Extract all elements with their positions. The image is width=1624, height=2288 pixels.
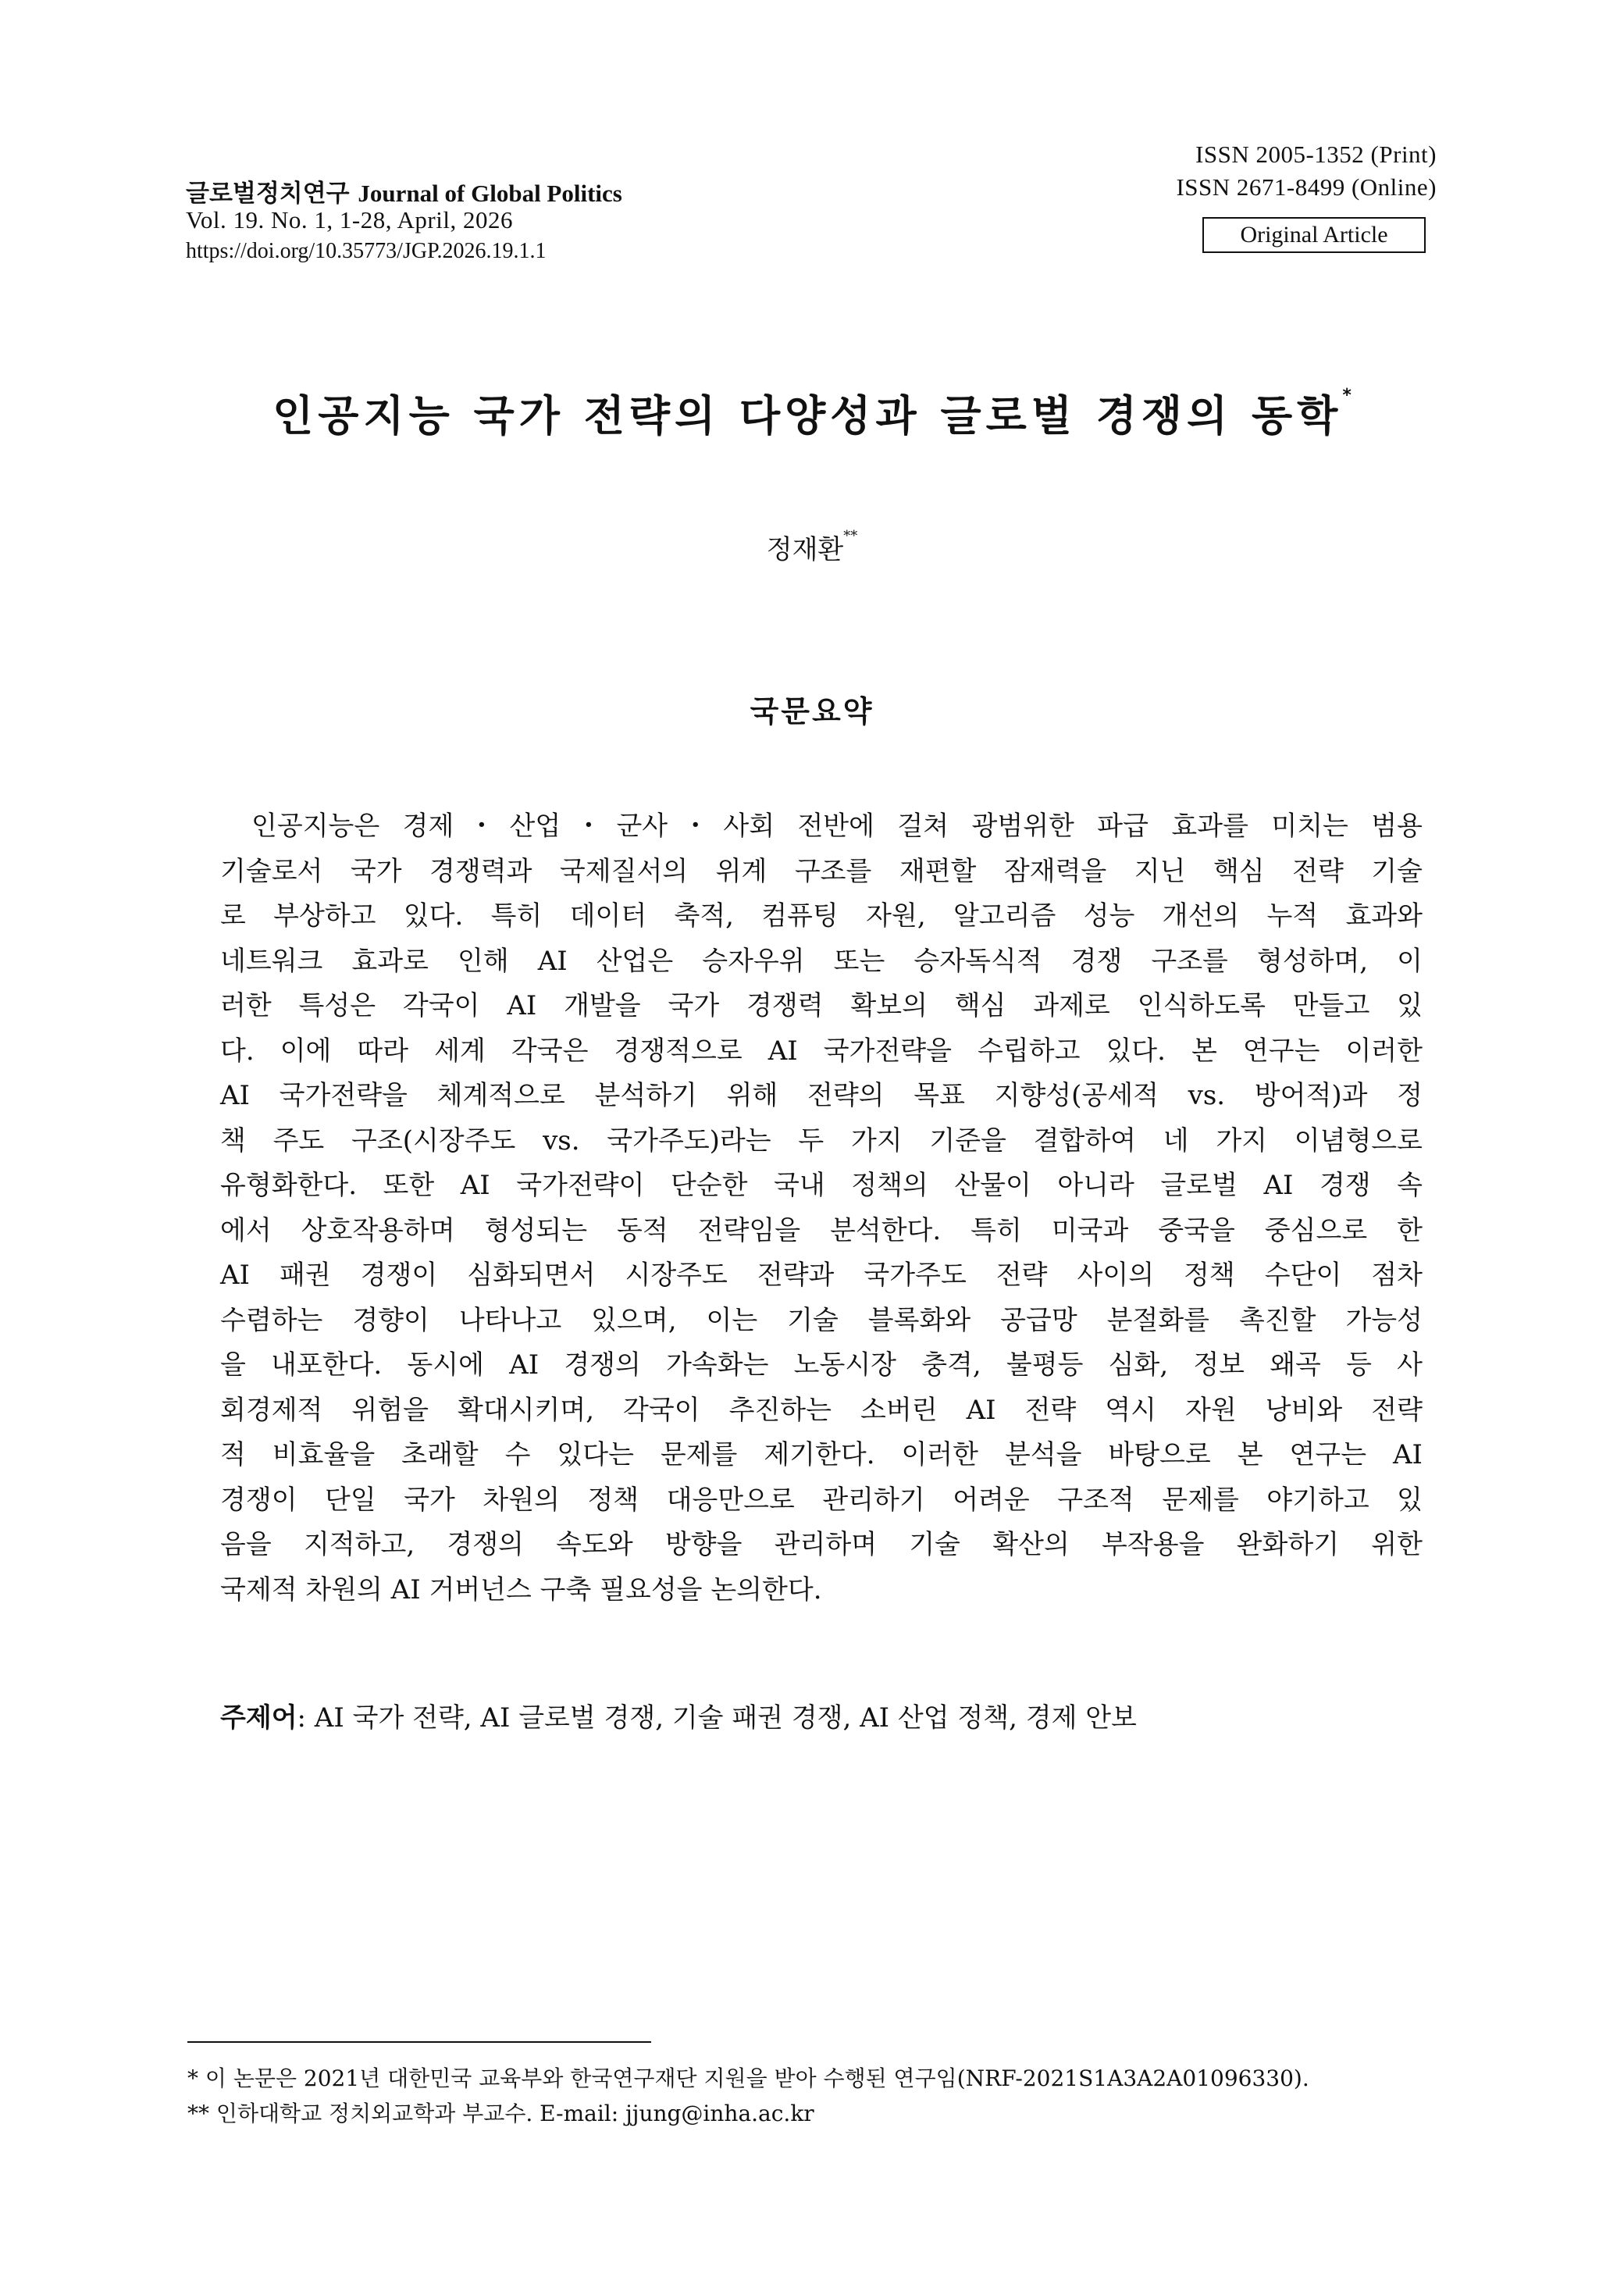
abstract-line: 네트워크 효과로 인해 AI 산업은 승자우위 또는 승자독식적 경쟁 구조를 형성하며, 이 (220, 945, 1423, 977)
abstract-line: AI 패권 경쟁이 심화되면서 시장주도 전략과 국가주도 전략 사이의 정책 수단이 점차 (220, 1260, 1423, 1291)
journal-name (186, 173, 622, 208)
journal-name-english: Journal of Global Politics (358, 180, 622, 207)
abstract-heading: 국문요약 (750, 694, 874, 729)
abstract-line: 회경제적 위험을 확대시키며, 각국이 추진하는 소버린 AI 전략 역시 자원 낭비와 전략 (220, 1394, 1423, 1426)
paper-title-text: 인공지능 국가 전략의 다양성과 글로벌 경쟁의 동학 (272, 391, 1343, 440)
abstract-line: AI 국가전략을 체계적으로 분석하기 위해 전략의 목표 지향성(공세적 vs. 방어적)과 정 (220, 1080, 1423, 1111)
title-footnote-mark: * (1342, 386, 1352, 405)
author-footnote-mark: ** (843, 528, 858, 544)
footnote-author-affiliation: ** 인하대학교 정치외교학과 부교수. E-mail: jjung@inha.ac.kr (187, 2101, 814, 2126)
abstract-line: 수렴하는 경향이 나타나고 있으며, 이는 기술 블록화와 공급망 분절화를 촉진할 가능성 (220, 1304, 1423, 1336)
abstract-line: 경쟁이 단일 국가 차원의 정책 대응만으로 관리하기 어려운 구조적 문제를 야기하고 있 (220, 1484, 1423, 1516)
abstract-line: 적 비효율을 초래할 수 있다는 문제를 제기한다. 이러한 분석을 바탕으로 본 연구는 AI (220, 1439, 1423, 1470)
doi-link[interactable]: https://doi.org/10.35773/JGP.2026.19.1.1 (186, 239, 547, 263)
abstract-line: 을 내포한다. 동시에 AI 경쟁의 가속화는 노동시장 충격, 불평등 심화, 정보 왜곡 등 사 (220, 1349, 1423, 1381)
footnote-divider (187, 2041, 651, 2043)
abstract-line: 다. 이에 따라 세계 각국은 경쟁적으로 AI 국가전략을 수립하고 있다. 본 연구는 이러한 (220, 1035, 1423, 1067)
abstract-line: 러한 특성은 각국이 AI 개발을 국가 경쟁력 확보의 핵심 과제로 인식하도록 만들고 있 (220, 990, 1423, 1021)
volume-info: Vol. 19. No. 1, 1-28, April, 2026 (186, 206, 513, 233)
issn-print: ISSN 2005-1352 (Print) (1195, 141, 1437, 168)
abstract-line: 인공지능은 경제・산업・군사・사회 전반에 걸쳐 광범위한 파급 효과를 미치는 범용 (251, 811, 1423, 842)
paper-title (0, 383, 1624, 443)
abstract-body (220, 804, 1423, 1613)
abstract-line: 국제적 차원의 AI 거버넌스 구축 필요성을 논의한다. (220, 1573, 822, 1606)
issn-online: ISSN 2671-8499 (Online) (1176, 173, 1437, 201)
abstract-line: 책 주도 구조(시장주도 vs. 국가주도)라는 두 가지 기준을 결합하여 네 가지 이념형으로 (220, 1124, 1423, 1156)
abstract-line: 에서 상호작용하며 형성되는 동적 전략임을 분석한다. 특히 미국과 중국을 중심으로 한 (220, 1214, 1423, 1246)
keywords (220, 1696, 1137, 1734)
abstract-line: 유형화한다. 또한 AI 국가전략이 단순한 국내 정책의 산물이 아니라 글로벌 AI 경쟁 속 (220, 1170, 1423, 1201)
abstract-line: 로 부상하고 있다. 특히 데이터 축적, 컴퓨팅 자원, 알고리즘 성능 개선의 누적 효과와 (220, 900, 1423, 932)
keywords-label: 주제어 (220, 1702, 297, 1734)
abstract-line: 기술로서 국가 경쟁력과 국제질서의 위계 구조를 재편할 잠재력을 지닌 핵심 전략 기술 (220, 855, 1423, 887)
footnote-funding: * 이 논문은 2021년 대한민국 교육부와 한국연구재단 지원을 받아 수행된 연구임(NRF-2021S1A3A2A01096330). (187, 2065, 1309, 2091)
abstract-line: 음을 지적하고, 경쟁의 속도와 방향을 관리하며 기술 확산의 부작용을 완화하기 위한 (220, 1529, 1423, 1560)
journal-name-korean: 글로벌정치연구 (186, 180, 350, 208)
author-name: 정재환 (766, 534, 844, 565)
author (0, 528, 1624, 566)
article-type-badge: Original Article (1202, 217, 1426, 253)
keywords-list: : AI 국가 전략, AI 글로벌 경쟁, 기술 패권 경쟁, AI 산업 정책, 경제 안보 (297, 1702, 1137, 1734)
